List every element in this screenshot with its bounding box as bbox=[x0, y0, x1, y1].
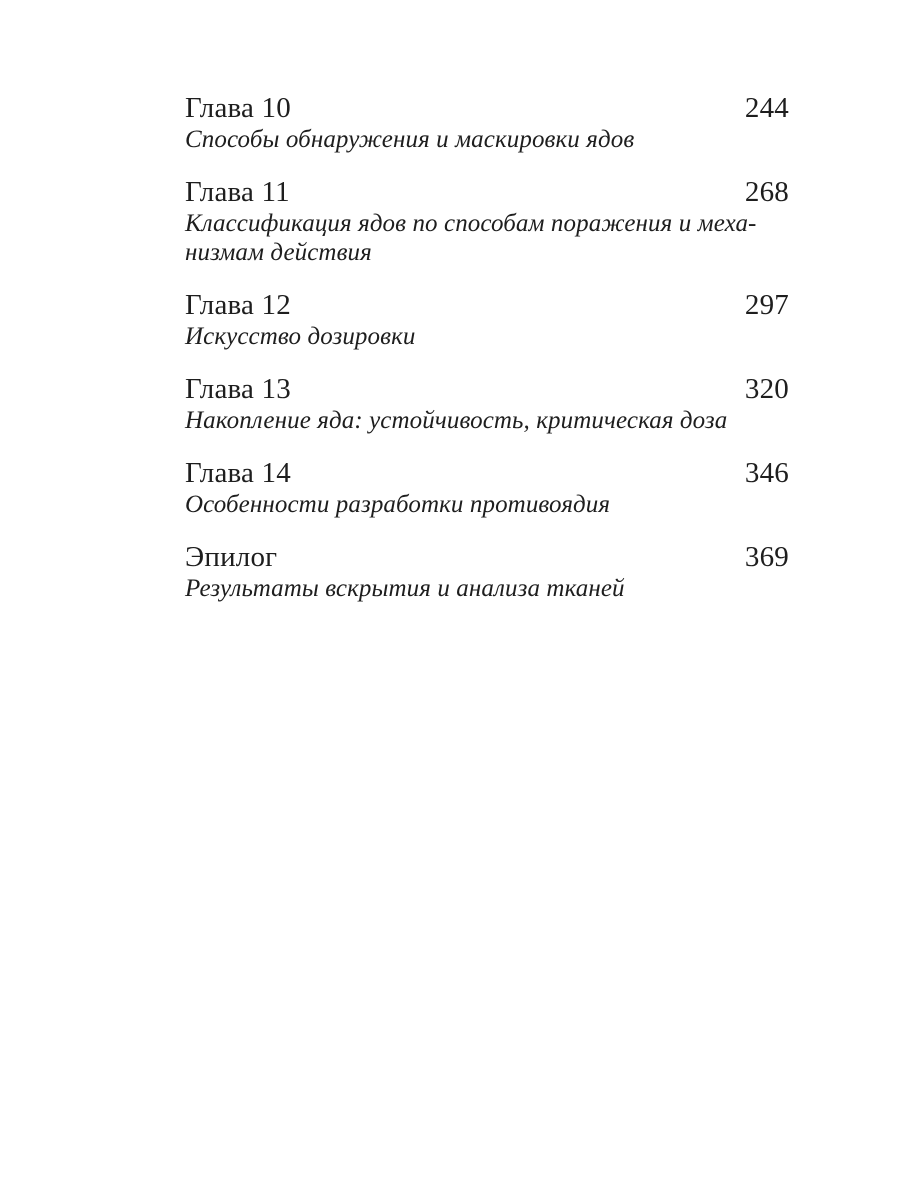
chapter-label: Глава 10 bbox=[185, 92, 291, 124]
chapter-subtitle bbox=[185, 125, 789, 154]
toc-entry bbox=[185, 457, 789, 519]
chapter-subtitle-line: Классификация ядов по способам поражения и меха- bbox=[185, 210, 757, 237]
toc-entry bbox=[185, 541, 789, 603]
table-of-contents bbox=[185, 92, 789, 625]
toc-entry-head bbox=[185, 176, 789, 209]
chapter-subtitle-line: Накопление яда: устойчивость, критическая доза bbox=[185, 407, 728, 434]
page-number: 244 bbox=[744, 92, 789, 124]
chapter-subtitle bbox=[185, 490, 789, 519]
page-number: 320 bbox=[744, 373, 789, 405]
page-number: 346 bbox=[744, 457, 789, 489]
page-number: 297 bbox=[744, 289, 789, 321]
toc-entry-head bbox=[185, 541, 789, 574]
toc-entry-head bbox=[185, 289, 789, 322]
chapter-subtitle-line: низмам действия bbox=[185, 239, 372, 266]
chapter-label: Глава 13 bbox=[185, 373, 291, 405]
chapter-subtitle bbox=[185, 574, 789, 603]
toc-entry bbox=[185, 289, 789, 351]
toc-entry bbox=[185, 176, 789, 267]
chapter-subtitle bbox=[185, 406, 789, 435]
chapter-subtitle-line: Способы обнаружения и маскировки ядов bbox=[185, 126, 635, 153]
toc-entry-head bbox=[185, 457, 789, 490]
toc-entry-head bbox=[185, 373, 789, 406]
chapter-subtitle-line: Искусство дозировки bbox=[185, 323, 416, 350]
page-number: 268 bbox=[744, 176, 789, 208]
chapter-label: Глава 12 bbox=[185, 289, 291, 321]
page-number: 369 bbox=[744, 541, 789, 573]
chapter-subtitle bbox=[185, 322, 789, 351]
chapter-label: Эпилог bbox=[185, 541, 278, 573]
chapter-label: Глава 11 bbox=[185, 176, 290, 208]
chapter-subtitle bbox=[185, 209, 789, 267]
toc-entry bbox=[185, 92, 789, 154]
toc-entry-head bbox=[185, 92, 789, 125]
chapter-label: Глава 14 bbox=[185, 457, 291, 489]
chapter-subtitle-line: Результаты вскрытия и анализа тканей bbox=[185, 575, 625, 602]
toc-entry bbox=[185, 373, 789, 435]
chapter-subtitle-line: Особенности разработки противоядия bbox=[185, 491, 611, 518]
